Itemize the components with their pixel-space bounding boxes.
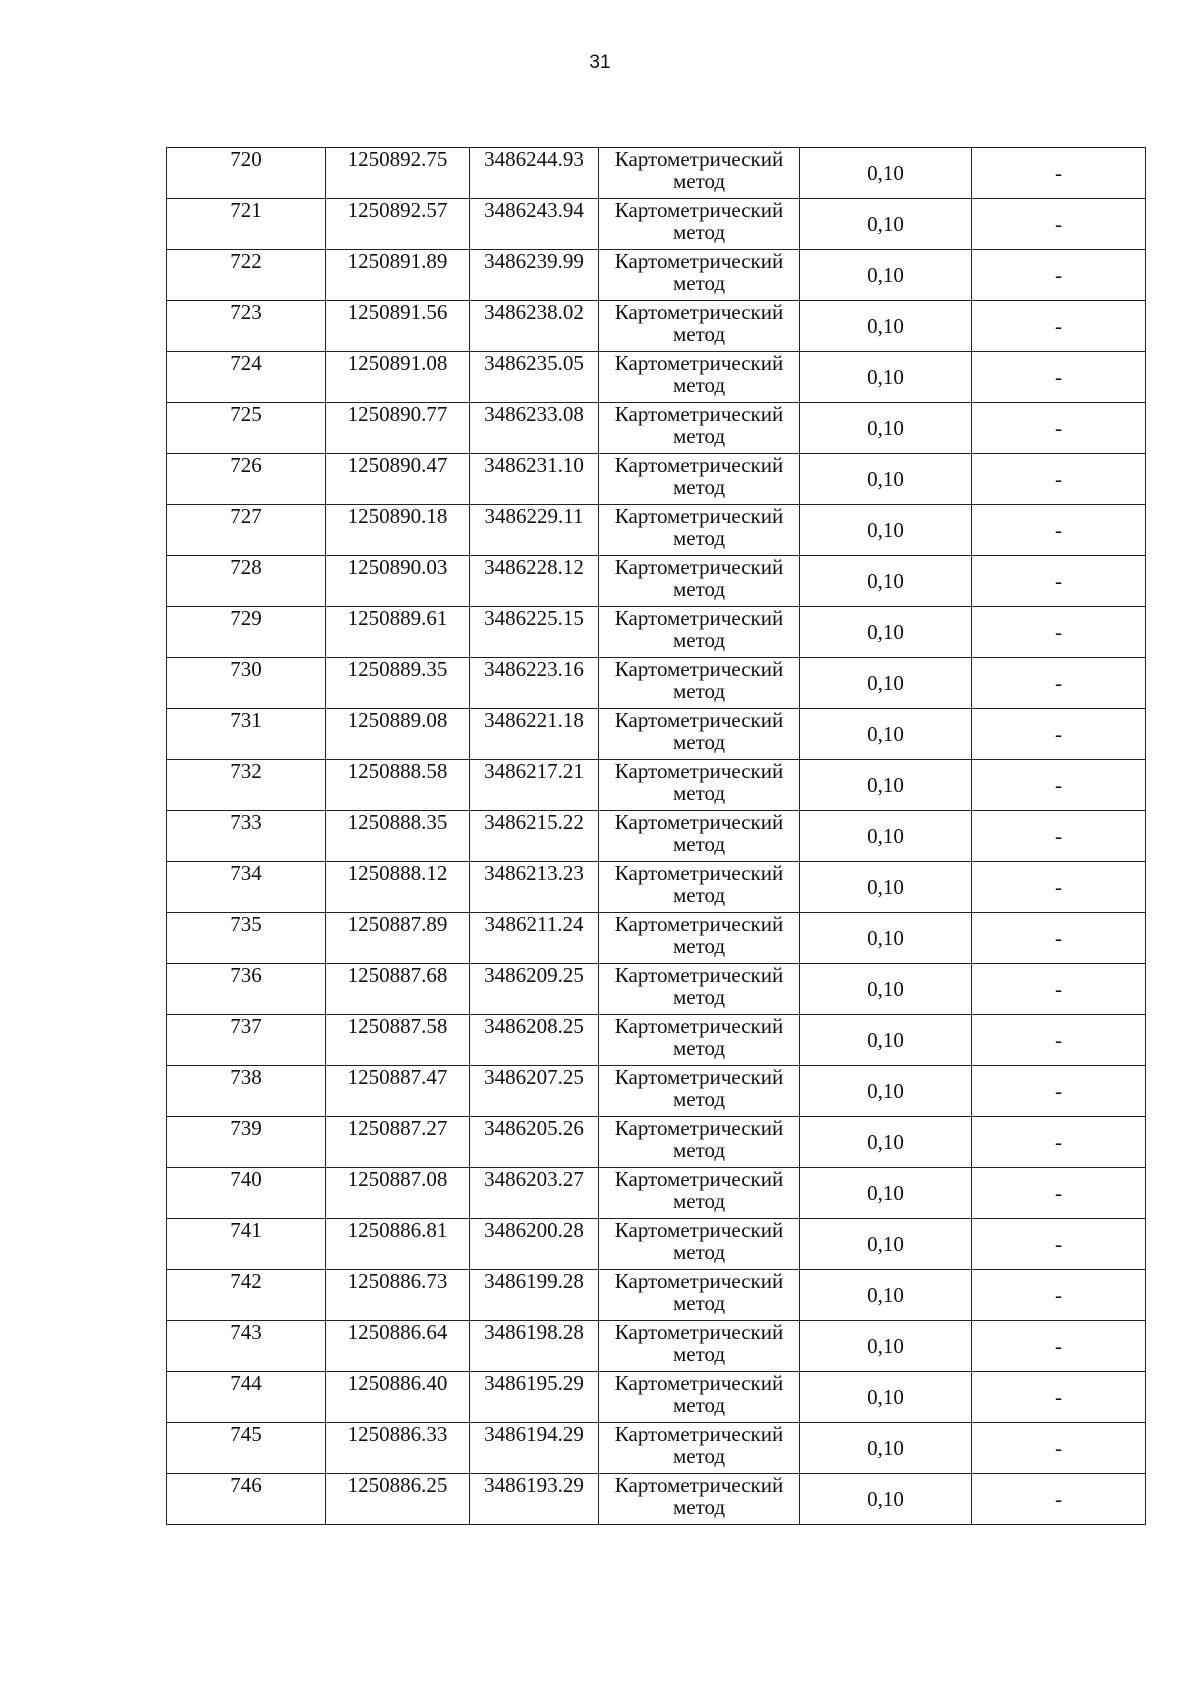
table-row — [167, 352, 1146, 403]
table-row — [167, 1474, 1146, 1525]
method-cell: Картометрический метод — [599, 1474, 800, 1525]
x-coordinate-cell: 1250888.12 — [326, 862, 470, 913]
point-number-cell: 742 — [167, 1270, 326, 1321]
point-number-cell: 724 — [167, 352, 326, 403]
y-coordinate-cell: 3486231.10 — [470, 454, 599, 505]
x-coordinate-cell: 1250889.08 — [326, 709, 470, 760]
accuracy-cell: 0,10 — [800, 709, 972, 760]
method-cell: Картометрический метод — [599, 352, 800, 403]
accuracy-cell: 0,10 — [800, 607, 972, 658]
description-cell: - — [972, 505, 1146, 556]
table-row — [167, 964, 1146, 1015]
point-number-cell: 736 — [167, 964, 326, 1015]
x-coordinate-cell: 1250887.08 — [326, 1168, 470, 1219]
point-number-cell: 745 — [167, 1423, 326, 1474]
description-cell: - — [972, 1066, 1146, 1117]
accuracy-cell: 0,10 — [800, 862, 972, 913]
x-coordinate-cell: 1250887.27 — [326, 1117, 470, 1168]
table-row — [167, 556, 1146, 607]
description-cell: - — [972, 199, 1146, 250]
point-number-cell: 733 — [167, 811, 326, 862]
method-cell: Картометрический метод — [599, 301, 800, 352]
x-coordinate-cell: 1250891.56 — [326, 301, 470, 352]
point-number-cell: 728 — [167, 556, 326, 607]
accuracy-cell: 0,10 — [800, 1423, 972, 1474]
table-row — [167, 250, 1146, 301]
x-coordinate-cell: 1250886.81 — [326, 1219, 470, 1270]
accuracy-cell: 0,10 — [800, 403, 972, 454]
method-cell: Картометрический метод — [599, 1219, 800, 1270]
description-cell: - — [972, 250, 1146, 301]
x-coordinate-cell: 1250889.35 — [326, 658, 470, 709]
method-cell: Картометрический метод — [599, 1372, 800, 1423]
point-number-cell: 738 — [167, 1066, 326, 1117]
x-coordinate-cell: 1250892.57 — [326, 199, 470, 250]
y-coordinate-cell: 3486199.28 — [470, 1270, 599, 1321]
page-number: 31 — [589, 52, 611, 73]
point-number-cell: 743 — [167, 1321, 326, 1372]
y-coordinate-cell: 3486225.15 — [470, 607, 599, 658]
description-cell: - — [972, 964, 1146, 1015]
y-coordinate-cell: 3486200.28 — [470, 1219, 599, 1270]
table-row — [167, 658, 1146, 709]
accuracy-cell: 0,10 — [800, 1321, 972, 1372]
y-coordinate-cell: 3486207.25 — [470, 1066, 599, 1117]
y-coordinate-cell: 3486215.22 — [470, 811, 599, 862]
y-coordinate-cell: 3486208.25 — [470, 1015, 599, 1066]
description-cell: - — [972, 913, 1146, 964]
method-cell: Картометрический метод — [599, 862, 800, 913]
description-cell: - — [972, 1321, 1146, 1372]
method-cell: Картометрический метод — [599, 964, 800, 1015]
y-coordinate-cell: 3486217.21 — [470, 760, 599, 811]
method-cell: Картометрический метод — [599, 454, 800, 505]
description-cell: - — [972, 454, 1146, 505]
y-coordinate-cell: 3486229.11 — [470, 505, 599, 556]
accuracy-cell: 0,10 — [800, 556, 972, 607]
x-coordinate-cell: 1250890.18 — [326, 505, 470, 556]
point-number-cell: 726 — [167, 454, 326, 505]
table-row — [167, 862, 1146, 913]
y-coordinate-cell: 3486243.94 — [470, 199, 599, 250]
table-row — [167, 760, 1146, 811]
description-cell: - — [972, 1219, 1146, 1270]
accuracy-cell: 0,10 — [800, 505, 972, 556]
y-coordinate-cell: 3486238.02 — [470, 301, 599, 352]
point-number-cell: 720 — [167, 148, 326, 199]
description-cell: - — [972, 1117, 1146, 1168]
x-coordinate-cell: 1250887.68 — [326, 964, 470, 1015]
description-cell: - — [972, 760, 1146, 811]
point-number-cell: 722 — [167, 250, 326, 301]
table-row — [167, 403, 1146, 454]
accuracy-cell: 0,10 — [800, 1117, 972, 1168]
description-cell: - — [972, 811, 1146, 862]
table-row — [167, 148, 1146, 199]
table-row — [167, 1219, 1146, 1270]
x-coordinate-cell: 1250891.08 — [326, 352, 470, 403]
description-cell: - — [972, 352, 1146, 403]
x-coordinate-cell: 1250890.03 — [326, 556, 470, 607]
table-body — [167, 148, 1146, 1525]
point-number-cell: 729 — [167, 607, 326, 658]
y-coordinate-cell: 3486211.24 — [470, 913, 599, 964]
method-cell: Картометрический метод — [599, 1168, 800, 1219]
method-cell: Картометрический метод — [599, 607, 800, 658]
description-cell: - — [972, 1168, 1146, 1219]
y-coordinate-cell: 3486194.29 — [470, 1423, 599, 1474]
y-coordinate-cell: 3486193.29 — [470, 1474, 599, 1525]
method-cell: Картометрический метод — [599, 556, 800, 607]
accuracy-cell: 0,10 — [800, 1219, 972, 1270]
x-coordinate-cell: 1250891.89 — [326, 250, 470, 301]
point-number-cell: 731 — [167, 709, 326, 760]
point-number-cell: 723 — [167, 301, 326, 352]
method-cell: Картометрический метод — [599, 1066, 800, 1117]
method-cell: Картометрический метод — [599, 403, 800, 454]
x-coordinate-cell: 1250887.47 — [326, 1066, 470, 1117]
y-coordinate-cell: 3486203.27 — [470, 1168, 599, 1219]
x-coordinate-cell: 1250889.61 — [326, 607, 470, 658]
point-number-cell: 737 — [167, 1015, 326, 1066]
description-cell: - — [972, 1015, 1146, 1066]
method-cell: Картометрический метод — [599, 1270, 800, 1321]
x-coordinate-cell: 1250892.75 — [326, 148, 470, 199]
point-number-cell: 741 — [167, 1219, 326, 1270]
y-coordinate-cell: 3486244.93 — [470, 148, 599, 199]
accuracy-cell: 0,10 — [800, 1270, 972, 1321]
x-coordinate-cell: 1250886.73 — [326, 1270, 470, 1321]
y-coordinate-cell: 3486221.18 — [470, 709, 599, 760]
accuracy-cell: 0,10 — [800, 1066, 972, 1117]
accuracy-cell: 0,10 — [800, 199, 972, 250]
table-row — [167, 505, 1146, 556]
x-coordinate-cell: 1250886.33 — [326, 1423, 470, 1474]
table-row — [167, 1372, 1146, 1423]
y-coordinate-cell: 3486223.16 — [470, 658, 599, 709]
y-coordinate-cell: 3486205.26 — [470, 1117, 599, 1168]
description-cell: - — [972, 301, 1146, 352]
table-row — [167, 913, 1146, 964]
y-coordinate-cell: 3486228.12 — [470, 556, 599, 607]
description-cell: - — [972, 1474, 1146, 1525]
method-cell: Картометрический метод — [599, 913, 800, 964]
description-cell: - — [972, 658, 1146, 709]
accuracy-cell: 0,10 — [800, 148, 972, 199]
x-coordinate-cell: 1250887.58 — [326, 1015, 470, 1066]
point-number-cell: 721 — [167, 199, 326, 250]
point-number-cell: 740 — [167, 1168, 326, 1219]
accuracy-cell: 0,10 — [800, 658, 972, 709]
accuracy-cell: 0,10 — [800, 1168, 972, 1219]
point-number-cell: 730 — [167, 658, 326, 709]
table-row — [167, 1270, 1146, 1321]
method-cell: Картометрический метод — [599, 658, 800, 709]
table-row — [167, 1117, 1146, 1168]
x-coordinate-cell: 1250890.77 — [326, 403, 470, 454]
table-row — [167, 1015, 1146, 1066]
method-cell: Картометрический метод — [599, 811, 800, 862]
table-row — [167, 709, 1146, 760]
table-row — [167, 454, 1146, 505]
y-coordinate-cell: 3486239.99 — [470, 250, 599, 301]
method-cell: Картометрический метод — [599, 1117, 800, 1168]
table-row — [167, 199, 1146, 250]
accuracy-cell: 0,10 — [800, 1372, 972, 1423]
method-cell: Картометрический метод — [599, 709, 800, 760]
description-cell: - — [972, 1372, 1146, 1423]
y-coordinate-cell: 3486198.28 — [470, 1321, 599, 1372]
table-row — [167, 1423, 1146, 1474]
point-number-cell: 735 — [167, 913, 326, 964]
accuracy-cell: 0,10 — [800, 964, 972, 1015]
method-cell: Картометрический метод — [599, 1015, 800, 1066]
point-number-cell: 744 — [167, 1372, 326, 1423]
y-coordinate-cell: 3486233.08 — [470, 403, 599, 454]
accuracy-cell: 0,10 — [800, 352, 972, 403]
description-cell: - — [972, 862, 1146, 913]
table-row — [167, 607, 1146, 658]
method-cell: Картометрический метод — [599, 148, 800, 199]
method-cell: Картометрический метод — [599, 250, 800, 301]
x-coordinate-cell: 1250888.58 — [326, 760, 470, 811]
description-cell: - — [972, 556, 1146, 607]
accuracy-cell: 0,10 — [800, 250, 972, 301]
point-number-cell: 725 — [167, 403, 326, 454]
table-row — [167, 1321, 1146, 1372]
method-cell: Картометрический метод — [599, 199, 800, 250]
table-row — [167, 1168, 1146, 1219]
x-coordinate-cell: 1250887.89 — [326, 913, 470, 964]
accuracy-cell: 0,10 — [800, 1015, 972, 1066]
y-coordinate-cell: 3486209.25 — [470, 964, 599, 1015]
table-row — [167, 1066, 1146, 1117]
method-cell: Картометрический метод — [599, 1423, 800, 1474]
x-coordinate-cell: 1250886.25 — [326, 1474, 470, 1525]
description-cell: - — [972, 1270, 1146, 1321]
accuracy-cell: 0,10 — [800, 301, 972, 352]
description-cell: - — [972, 403, 1146, 454]
accuracy-cell: 0,10 — [800, 1474, 972, 1525]
table-row — [167, 811, 1146, 862]
y-coordinate-cell: 3486213.23 — [470, 862, 599, 913]
point-number-cell: 727 — [167, 505, 326, 556]
description-cell: - — [972, 1423, 1146, 1474]
point-number-cell: 734 — [167, 862, 326, 913]
x-coordinate-cell: 1250886.40 — [326, 1372, 470, 1423]
point-number-cell: 739 — [167, 1117, 326, 1168]
y-coordinate-cell: 3486235.05 — [470, 352, 599, 403]
accuracy-cell: 0,10 — [800, 760, 972, 811]
y-coordinate-cell: 3486195.29 — [470, 1372, 599, 1423]
method-cell: Картометрический метод — [599, 760, 800, 811]
coordinates-table — [166, 147, 1146, 1525]
accuracy-cell: 0,10 — [800, 811, 972, 862]
x-coordinate-cell: 1250888.35 — [326, 811, 470, 862]
description-cell: - — [972, 709, 1146, 760]
point-number-cell: 732 — [167, 760, 326, 811]
method-cell: Картометрический метод — [599, 505, 800, 556]
table-row — [167, 301, 1146, 352]
point-number-cell: 746 — [167, 1474, 326, 1525]
x-coordinate-cell: 1250890.47 — [326, 454, 470, 505]
accuracy-cell: 0,10 — [800, 913, 972, 964]
description-cell: - — [972, 607, 1146, 658]
accuracy-cell: 0,10 — [800, 454, 972, 505]
x-coordinate-cell: 1250886.64 — [326, 1321, 470, 1372]
description-cell: - — [972, 148, 1146, 199]
method-cell: Картометрический метод — [599, 1321, 800, 1372]
